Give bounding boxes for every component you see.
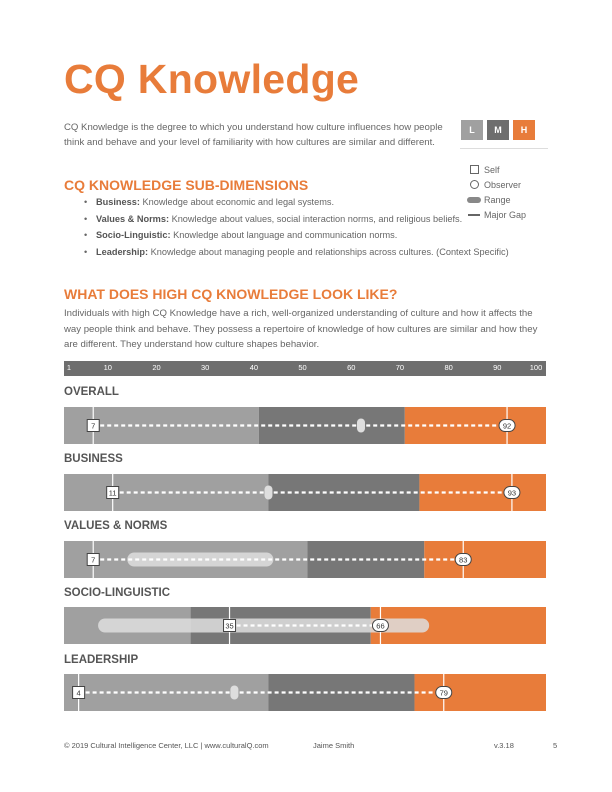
- legend-range: Range: [484, 194, 511, 205]
- score-bar-svg: [64, 474, 546, 511]
- footer-version: v.3.18: [494, 741, 514, 750]
- score-bar: [64, 607, 546, 644]
- scale-tick-label: 50: [298, 363, 307, 372]
- observer-dot: [230, 686, 238, 700]
- scale-tick-label: 90: [493, 363, 502, 372]
- scale-tick-label: 80: [444, 363, 453, 372]
- chart-title: VALUES & NORMS: [64, 520, 168, 532]
- footer-copyright: © 2019 Cultural Intelligence Center, LLC | www.culturalQ.com: [64, 741, 269, 750]
- legend-divider: [460, 148, 548, 149]
- legend-self: Self: [484, 164, 500, 175]
- list-item: • Business: Knowledge about economic and legal systems.: [84, 196, 554, 210]
- observer-dot: [357, 419, 365, 433]
- score-bar-svg: [64, 674, 546, 711]
- list-item: • Socio-Linguistic: Knowledge about language and communication norms.: [84, 229, 554, 243]
- footer-name: Jaime Smith: [313, 741, 355, 750]
- scale-tick-label: 40: [249, 363, 259, 372]
- observer-score-label: 93: [507, 488, 517, 498]
- chart-title: LEADERSHIP: [64, 654, 139, 666]
- high-key: H: [513, 120, 535, 140]
- score-scale: [64, 361, 546, 376]
- low-key: L: [461, 120, 483, 140]
- list-item: • Values & Norms: Knowledge about values, social interaction norms, and religious beliefs.: [84, 213, 554, 227]
- low-zone: [64, 474, 268, 511]
- scale-tick-label: 10: [103, 363, 112, 372]
- scale-tick-label: 60: [347, 363, 356, 372]
- scale-tick-label: 70: [395, 363, 405, 372]
- score-bar-svg: [64, 607, 546, 644]
- page-title: CQ Knowledge: [64, 56, 360, 102]
- score-bar: [64, 474, 546, 511]
- self-score-label: 4: [76, 688, 81, 698]
- score-bar-svg: [64, 407, 546, 444]
- level-key: [461, 120, 535, 140]
- self-score-label: 11: [108, 488, 117, 498]
- observer-circle-icon: [470, 180, 479, 189]
- self-score-label: 7: [91, 421, 96, 431]
- score-bar-svg: [64, 541, 546, 578]
- legend-observer: Observer: [484, 179, 522, 190]
- footer-page: 5: [553, 741, 558, 750]
- scale-tick-label: 1: [66, 363, 72, 372]
- self-square-icon: [470, 165, 479, 174]
- self-score-label: 35: [225, 621, 234, 631]
- high-zone: [415, 674, 546, 711]
- chart-title: OVERALL: [64, 386, 119, 398]
- legend-major-gap: Major Gap: [484, 209, 527, 220]
- subdimensions-heading: CQ KNOWLEDGE SUB-DIMENSIONS: [64, 177, 309, 193]
- score-bar: [64, 541, 546, 578]
- observer-score-label: 92: [502, 421, 512, 431]
- high-knowledge-text: Individuals with high CQ Knowledge have a rich, well-organized understanding of culture and how it affects the way people think and behave. They possess a repertoire of knowledge of how cultures are similar and how they are different. They understand how culture shapes behavior.: [64, 308, 538, 350]
- scale-tick-label: 30: [201, 363, 210, 372]
- observer-dot: [264, 486, 272, 500]
- chart-title: BUSINESS: [64, 453, 123, 465]
- subdimension-list: [84, 196, 554, 262]
- scale-tick-label: 100: [529, 363, 543, 372]
- high-knowledge-heading: WHAT DOES HIGH CQ KNOWLEDGE LOOK LIKE?: [64, 286, 398, 302]
- observer-score-label: 79: [439, 688, 448, 698]
- chart-title: SOCIO-LINGUISTIC: [64, 587, 171, 599]
- list-item: • Leadership: Knowledge about managing people and relationships across cultures. (Context Specific): [84, 246, 554, 260]
- scale-tick-label: 20: [152, 363, 161, 372]
- intro-text: CQ Knowledge is the degree to which you understand how culture influences how people think and behave and your level of familiarity with how cultures are similar and different.: [64, 122, 443, 148]
- medium-key: M: [487, 120, 509, 140]
- score-bar: [64, 407, 546, 444]
- self-score-label: 7: [91, 555, 96, 565]
- observer-score-label: 66: [376, 621, 385, 631]
- score-bar: [64, 674, 546, 711]
- observer-score-label: 83: [459, 555, 468, 565]
- high-zone: [424, 541, 546, 578]
